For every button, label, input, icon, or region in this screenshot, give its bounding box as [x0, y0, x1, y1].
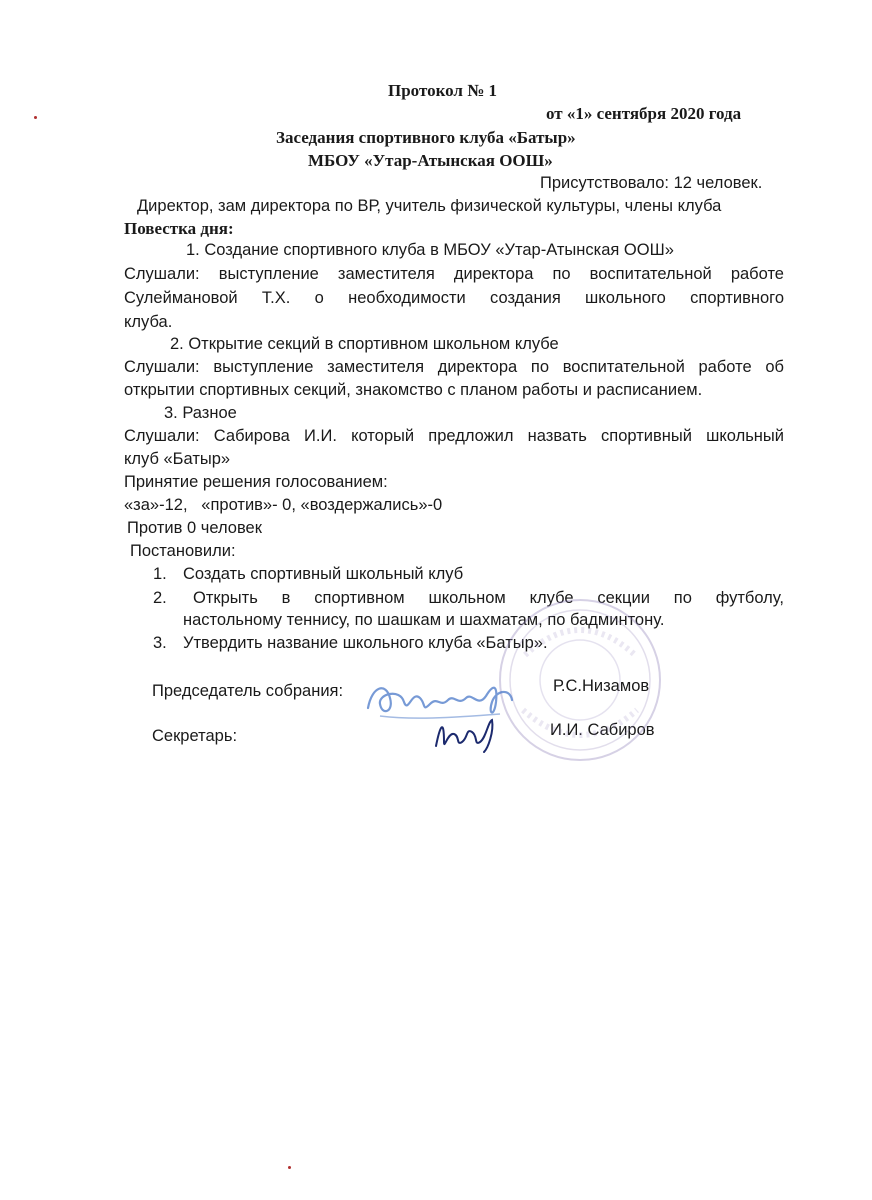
- document-heading-club: Заседания спортивного клуба «Батыр»: [276, 128, 576, 147]
- scan-mark: [288, 1166, 291, 1169]
- scan-mark: [34, 116, 37, 119]
- decision-number: 2.: [153, 589, 167, 607]
- chairman-name: Р.С.Низамов: [553, 677, 650, 695]
- agenda-item-title: 2. Открытие секций в спортивном школьном клубе: [170, 335, 559, 353]
- agenda-heard-line: Слушали: Сабирова И.И. который предложил назвать спортивный школьный: [124, 427, 784, 445]
- document-title: Протокол № 1: [388, 81, 498, 100]
- decision-text: Открыть в спортивном школьном клубе секции по футболу,: [193, 589, 784, 607]
- decided-heading: Постановили:: [130, 542, 236, 560]
- agenda-heading: Повестка дня:: [124, 219, 234, 238]
- secretary-signature: [430, 712, 500, 754]
- agenda-heard-line: Слушали: выступление заместителя директора по воспитательной работе об: [124, 358, 784, 376]
- decision-text: Создать спортивный школьный клуб: [183, 565, 464, 583]
- secretary-role: Секретарь:: [152, 727, 238, 745]
- document-heading-school: МБОУ «Утар-Атынская ООШ»: [308, 151, 553, 170]
- chairman-role: Председатель собрания:: [152, 682, 344, 700]
- agenda-heard-line: клуба.: [124, 313, 173, 331]
- document-date: от «1» сентября 2020 года: [546, 104, 742, 123]
- decision-text: настольному теннису, по шашкам и шахматам, по бадминтону.: [183, 611, 665, 629]
- agenda-heard-line: Сулеймановой Т.Х. о необходимости создания школьного спортивного: [124, 289, 784, 307]
- decision-text: Утвердить название школьного клуба «Батыр».: [183, 634, 548, 652]
- agenda-item-title: 3. Разное: [164, 404, 237, 422]
- against-count: Против 0 человек: [127, 519, 262, 537]
- decision-number: 1.: [153, 565, 167, 583]
- secretary-name: И.И. Сабиров: [550, 721, 655, 739]
- agenda-heard-line: Слушали: выступление заместителя директора по воспитательной работе: [124, 265, 784, 283]
- decision-number: 3.: [153, 634, 167, 652]
- vote-result: «за»-12, «против»- 0, «воздержались»-0: [124, 496, 443, 514]
- round-stamp: [495, 595, 665, 765]
- attendance: Присутствовало: 12 человек.: [540, 174, 763, 192]
- attendees: Директор, зам директора по ВР, учитель физической культуры, члены клуба: [137, 197, 722, 215]
- vote-heading: Принятие решения голосованием:: [124, 473, 388, 491]
- agenda-heard-line: клуб «Батыр»: [124, 450, 231, 468]
- agenda-item-title: 1. Создание спортивного клуба в МБОУ «Утар-Атынская ООШ»: [186, 241, 674, 259]
- agenda-heard-line: открытии спортивных секций, знакомство с планом работы и расписанием.: [124, 381, 703, 399]
